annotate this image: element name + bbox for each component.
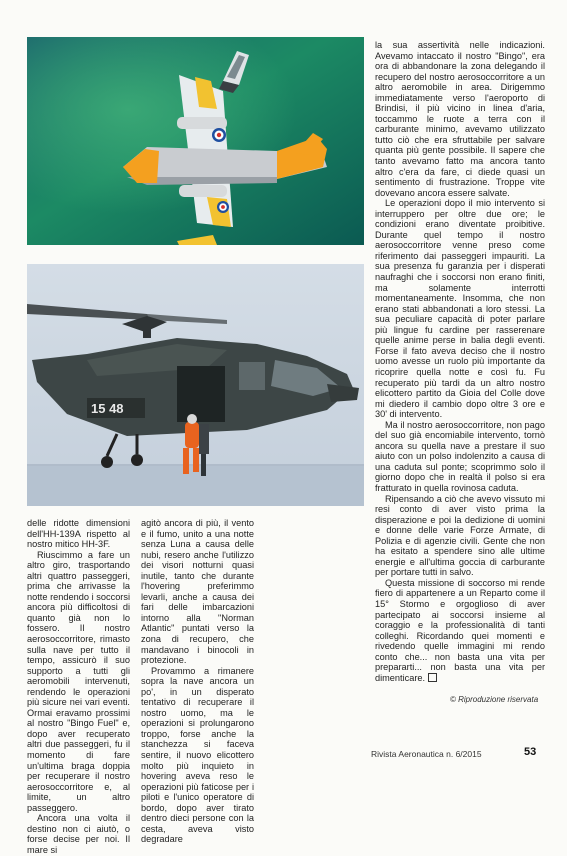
text-column-middle xyxy=(141,518,254,845)
paragraph: Riuscimmo a fare un altro giro, trasportando altri quattro passeggeri, prima che arrivasse la notte rendendo i soccorsi ancora più difficoltosi di quanto già non lo fossero. Il nostro aerosoccorritore, rimasto sulla nave per tutto il tempo, assicurò il suo supporto a tutti gli aeromobili intervenuti, rendendo le operazioni più sicure nei vari eventi. Ormai eravamo prossimi al nostro "Bingo Fuel" e, dopo aver recuperato altri due passeggeri, fu il momento di fare un'ultima braga doppia per recuperare il nostro aerosoccorritore e, al limite, un altro passeggero. xyxy=(27,549,130,813)
helicopter-photo xyxy=(27,264,364,506)
paragraph: Ripensando a ciò che avevo vissuto mi resi conto di aver visto prima la disperazione e poi la dedizione di uomini e donne delle varie Forze Armate, di Polizia e di agenzie civili. Gente che non ha esitato a spendere sino alle ultime energie e all'ultima goccia di carburante per portare tutti in salvo. xyxy=(375,493,545,578)
paragraph-text: Questa missione di soccorso mi rende fiero di appartenere a un Reparto come il 15° Stormo e orgoglioso di aver partecipato ai soccorsi insieme al coraggio e la professionalità di tanti colleghi. Ricordando quei momenti e rivedendo quelle immagini mi rendo conto che... non basta una vita per prepararti... non basta una vita per dimenticare. xyxy=(375,577,545,683)
text-column-left xyxy=(27,518,130,856)
paragraph: la sua assertività nelle indicazioni. Avevamo intaccato il nostro "Bingo", era ora di abbandonare la zona delegando il recupero del nostro aerosoccorritore a un altro aeromobile in area. Dirigemmo immediatamente verso l'aeroporto di Brindisi, il più vicino in linea d'aria, toccammo le ruote a terra con il carburante minimo, avevamo utilizzato tutto ciò che era sfruttabile per salvare quanta più gente possibile. Il sapere che tanto avevamo fatto ma ancora tanto altro c'era da fare, ci diede quasi un sentimento di frustrazione. Troppe vite dovevano ancora essere salvate. xyxy=(375,40,545,198)
text-column-right xyxy=(375,40,545,683)
paragraph: agitò ancora di più, il vento e il fumo, unito a una notte senza Luna a causa delle nubi, resero anche l'utilizzo dei visori notturni quasi inutile, tanto che durante l'hovering preferimmo levarli, anche a causa dei fari delle imbarcazioni intorno alla "Norman Atlantic" puntati verso la zona di recupero, che mandavano i binocoli in protezione. xyxy=(141,518,254,666)
paragraph: Ma il nostro aerosoccorritore, non pago del suo già encomiabile intervento, tornò ancora su quella nave a prestare il suo aiuto con un polso indolenzito a causa di una caduta sul ponte; scoprimmo solo il giorno dopo che in realtà il polso si era fratturato in quella rovinosa caduta. xyxy=(375,419,545,493)
paragraph: Provammo a rimanere sopra la nave ancora un po', in un disperato tentativo di recuperare il nostro uomo, ma le operazioni si prolungarono troppo, forse anche la stanchezza si faceva sentire, il nuovo elicottero molto più inquieto in hovering aveva reso le operazioni più faticose per i piloti e l'unico operatore di bordo, dopo aver tirato dentro dieci persone con la cesta, aveva visto degradare xyxy=(141,665,254,845)
paragraph: Ancora una volta il destino non ci aiutò, o forse decise per noi. Il mare si xyxy=(27,813,130,855)
page-number: 53 xyxy=(524,746,537,758)
paragraph: delle ridotte dimensioni dell'HH-139A rispetto al nostro mitico HH-3F. xyxy=(27,518,130,550)
end-mark-icon xyxy=(428,673,437,682)
helicopter-code: 15 48 xyxy=(91,401,124,416)
paragraph xyxy=(375,578,545,683)
copyright-notice: © Riproduzione riservata xyxy=(450,695,539,704)
seaplane-photo xyxy=(27,37,364,245)
footer-magazine: Rivista Aeronautica n. 6/2015 xyxy=(371,749,482,759)
paragraph: Le operazioni dopo il mio intervento si interruppero per oltre due ore; le condizioni erano diventate proibitive. Durante quel tempo il nostro aerosoccorritore venne preso come riferimento dai passeggeri impauriti. La sua presenza fu garanzia per i disperati naufraghi che i soccorsi non erano finiti, ma solamente interrotti momentaneamente. Insomma, che non erano stati abbandonati a loro stessi. La sua peculiare capacità di poter parlare più lingue fu cardine per rasserenare quelle anime perse in balia degli eventi. Forse il fato aveva deciso che il nostro uomo avesse un ruolo più importante da ricoprire quella notte e così fu. Fu recuperato più tardi da un altro nostro elicottero partito da Gioia del Colle dove mi diedero il cambio dopo oltre 3 ore e 30' di intervento. xyxy=(375,198,545,420)
